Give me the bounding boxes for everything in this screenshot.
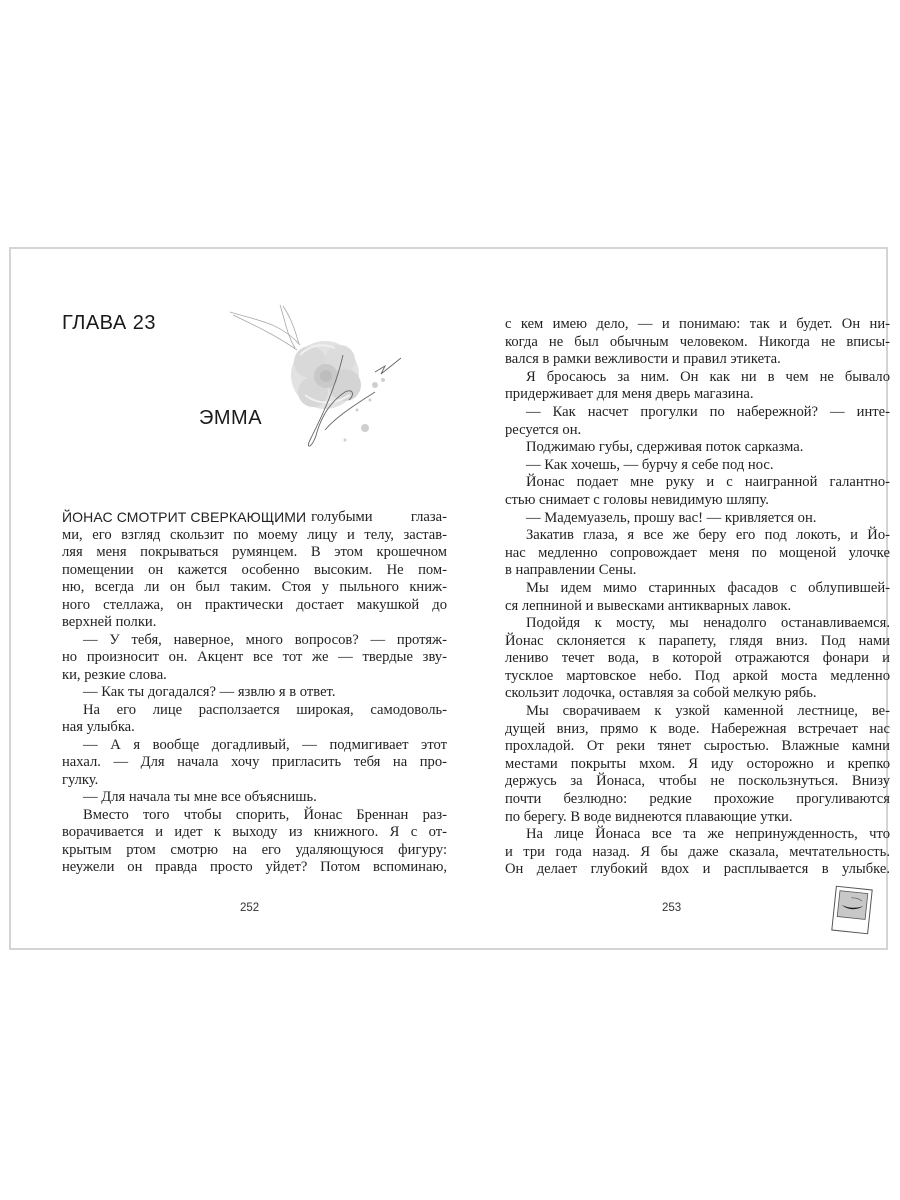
text-line — [505, 650, 890, 668]
text-line-content: — Мадемуазель, прошу вас! — кривляется он. — [526, 509, 817, 526]
text-line — [62, 807, 447, 825]
text-line — [62, 859, 447, 877]
text-line-content: нахал. — Для начала хочу пригласить тебя на про- — [62, 754, 447, 770]
text-line-content: и три года назад. Я бы даже сказала, мечтательность. — [505, 843, 890, 860]
text-line-content: вался в рамки вежливости и правил этикета. — [505, 351, 781, 368]
text-line — [62, 702, 447, 720]
text-line-content: нас медленно сопровождает меня по мощеной улочке — [505, 544, 890, 561]
text-line-content: Подойдя к мосту, мы ненадолго останавливаемся. — [526, 615, 890, 632]
text-line — [505, 474, 890, 492]
text-line — [62, 737, 447, 755]
text-line — [505, 457, 890, 475]
text-line-content: Йонас подает мне руку и с наигранной галантно- — [526, 474, 890, 491]
text-line — [505, 826, 890, 844]
text-line — [62, 579, 447, 597]
text-line-content: — У тебя, наверное, много вопросов? — протяж- — [83, 631, 447, 648]
peony-flower-icon — [225, 300, 415, 460]
text-line-content: Закатив глаза, я все же беру его под локоть, и Йо- — [526, 527, 890, 544]
text-line — [505, 369, 890, 387]
text-line — [505, 334, 890, 352]
text-line-content: Йонас склоняется к парапету, глядя вниз. Под нами — [505, 632, 890, 649]
text-line-content: На его лице расползается широкая, самодоволь- — [83, 701, 447, 718]
text-line — [505, 598, 890, 616]
text-line — [505, 562, 890, 580]
text-line — [505, 685, 890, 703]
text-line-content: прохладой. От реки тянет сыростью. Влажные камни — [505, 738, 890, 755]
text-line — [505, 633, 890, 651]
text-line-content: местами покрыты мхом. Я иду осторожно и крепко — [505, 755, 890, 772]
text-line — [505, 703, 890, 721]
text-line-content: держусь за Йонаса, чтобы не поскользнуться. Внизу — [505, 773, 890, 790]
polaroid-photo-icon[interactable] — [828, 884, 876, 936]
text-line-content: верхней полки. — [62, 614, 157, 630]
text-line — [505, 351, 890, 369]
chapter-title: ГЛАВА 23 — [62, 312, 156, 334]
text-line-content: Я бросаюсь за ним. Он как ни в чем не бывало — [526, 368, 890, 385]
text-line — [62, 509, 447, 527]
text-line-content: Мы сворачиваем к узкой каменной лестнице, ве- — [526, 703, 890, 720]
text-line — [62, 649, 447, 667]
text-line-content: Мы идем мимо старинных фасадов с облупившей- — [526, 579, 890, 596]
text-line-content: ки, резкие слова. — [62, 666, 167, 683]
text-line — [62, 614, 447, 632]
text-line — [505, 861, 890, 879]
right-page-text — [505, 316, 890, 879]
text-line — [505, 738, 890, 756]
text-line-content: — Как хочешь, — бурчу я себе под нос. — [526, 456, 774, 473]
lead-in-caps: ЙОНАС СМОТРИТ СВЕРКАЮЩИМИ — [62, 509, 307, 525]
text-line — [505, 809, 890, 827]
text-line-content: по берегу. В воде виднеются плавающие утки. — [505, 808, 793, 825]
text-line-content: придерживает для меня дверь магазина. — [505, 386, 754, 403]
text-line — [62, 789, 447, 807]
text-line — [62, 772, 447, 790]
text-line — [62, 667, 447, 685]
text-line — [505, 756, 890, 774]
text-line — [505, 439, 890, 457]
text-line — [62, 684, 447, 702]
text-line-content: в направлении Сены. — [505, 562, 637, 579]
text-line-content: — Как ты догадался? — язвлю я в ответ. — [83, 684, 336, 700]
text-line — [505, 844, 890, 862]
text-line-content: ная улыбка. — [62, 719, 135, 735]
text-line-content: ню, всегда ли он был таким. Стоя у пыльного книж- — [62, 579, 447, 595]
text-line-content: неужели он правда просто уйдет? Потом вспоминаю, — [62, 859, 447, 875]
text-line-content: Он делает глубокий вдох и расплывается в улыбке. — [505, 861, 890, 878]
text-line-content: — Для начала ты мне все объяснишь. — [83, 789, 317, 805]
text-line-content: ляя меня покрываться румянцем. В этом крошечном — [62, 544, 447, 560]
text-line-content: лениво течет вода, в которой отражаются фонари и — [505, 650, 890, 667]
text-line-content: почти безлюдно: редкие прохожие прогуливаются — [505, 791, 890, 808]
text-line-content: ресуется он. — [505, 421, 582, 438]
text-line — [505, 545, 890, 563]
text-line — [62, 544, 447, 562]
text-line — [62, 824, 447, 842]
narrator-heading: ЭММА — [199, 407, 263, 429]
text-line-content: гулку. — [62, 771, 99, 788]
text-line-content: ворачивается и идет к выходу из книжного. Я с от- — [62, 824, 447, 840]
text-line — [505, 615, 890, 633]
text-line — [62, 562, 447, 580]
text-line-content: дущей вниз, прямо к воде. Набережная встречает нас — [505, 720, 890, 737]
text-line-content: — А я вообще догадливый, — подмигивает этот — [83, 736, 447, 753]
text-line-content: — Как насчет прогулки по набережной? — инте- — [526, 403, 890, 420]
text-line-content: ного стеллажа, он практически достает макушкой до — [62, 596, 447, 613]
text-line-content: ся лепниной и вывесками антикварных лавок. — [505, 597, 792, 614]
text-line — [505, 404, 890, 422]
text-line — [62, 754, 447, 772]
text-line — [62, 597, 447, 615]
text-line-content: когда не был обычным человеком. Никогда не вписы- — [505, 333, 890, 350]
text-line-content: крытым ртом смотрю на его удаляющуюся фигуру: — [62, 841, 447, 858]
page-number-right: 253 — [662, 902, 682, 914]
text-line-content: ми, его взгляд скользит по моему лицу и телу, застав- — [62, 526, 447, 543]
text-line-content: Поджимаю губы, сдерживая поток сарказма. — [526, 439, 804, 456]
text-line-content: На лице Йонаса все та же непринужденность, что — [526, 826, 890, 843]
text-line — [505, 580, 890, 598]
text-line — [505, 773, 890, 791]
text-line — [505, 721, 890, 739]
text-line-content: тусклое мартовское небо. Под аркой моста медленно — [505, 667, 890, 684]
text-line — [505, 510, 890, 528]
text-line-content: с кем имею дело, — и понимаю: так и будет. Он ни- — [505, 316, 890, 332]
text-line — [505, 527, 890, 545]
text-line-content: стью снимает с головы невидимую шляпу. — [505, 491, 769, 508]
text-line — [62, 719, 447, 737]
text-line-content: Вместо того чтобы спорить, Йонас Бреннан раз- — [83, 806, 447, 823]
text-line — [505, 386, 890, 404]
text-line — [62, 632, 447, 650]
page-number-left: 252 — [240, 902, 260, 914]
text-line — [505, 668, 890, 686]
text-line — [505, 791, 890, 809]
left-page-text — [62, 509, 447, 877]
text-line-content: скользит лодочка, оставляя за собой мелкую рябь. — [505, 685, 817, 702]
text-line-content: но произносит он. Акцент все тот же — твердые зву- — [62, 649, 447, 665]
text-line — [505, 422, 890, 440]
text-line — [62, 527, 447, 545]
text-line — [62, 842, 447, 860]
text-line — [505, 316, 890, 334]
text-line-content: помещении он кажется особенно высоким. Не пом- — [62, 561, 447, 578]
text-line — [505, 492, 890, 510]
text-line-content: голубыми глаза- — [311, 509, 447, 525]
